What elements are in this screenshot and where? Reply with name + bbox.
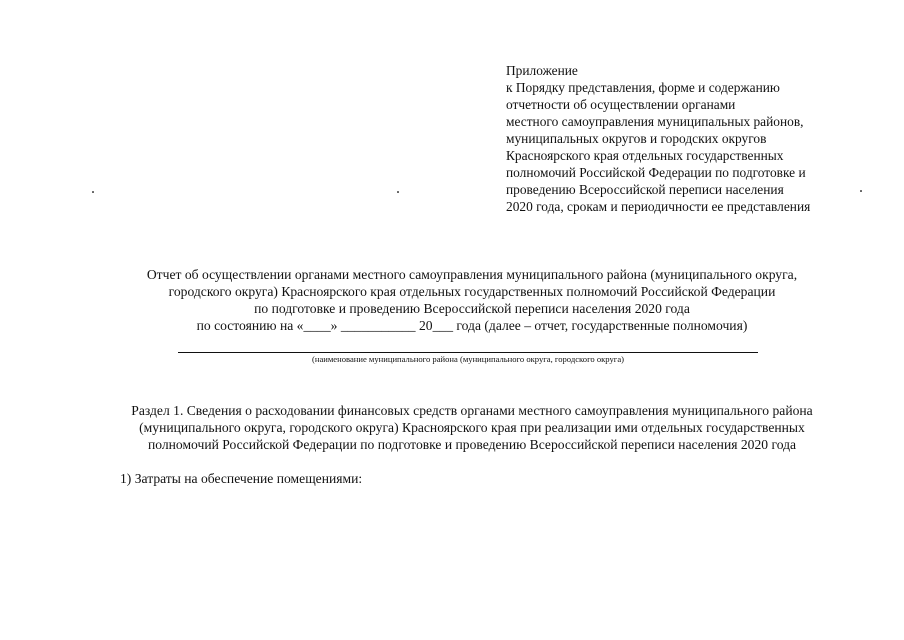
scan-speck [92, 191, 94, 193]
appendix-line: проведению Всероссийской переписи населения [506, 182, 784, 197]
appendix-line: Красноярского края отдельных государственных [506, 148, 784, 163]
appendix-line: местного самоуправления муниципальных районов, [506, 114, 804, 129]
report-title-line: по подготовке и проведению Всероссийской переписи населения 2020 года [254, 301, 690, 316]
report-title-line: городского округа) Красноярского края отдельных государственных полномочий Российской Федерации [168, 284, 776, 299]
appendix-line: к Порядку представления, форме и содержанию [506, 80, 780, 95]
appendix-line: Приложение [506, 63, 578, 78]
municipality-name-underline [178, 352, 758, 353]
item-premises-costs: 1) Затраты на обеспечение помещениями: [120, 471, 363, 486]
municipality-name-caption: (наименование муниципального района (муниципального округа, городского округа) [311, 354, 624, 364]
section-1-heading [30, 402, 904, 453]
section-1-heading-line: полномочий Российской Федерации по подготовке и проведению Всероссийской переписи населения 2020 года [147, 437, 797, 452]
appendix-line: муниципальных округов и городских округов [506, 131, 767, 146]
report-title [40, 266, 904, 334]
section-1-heading-line: (муниципального округа, городского округа) Красноярского края при реализации ими отдельных государственных [139, 420, 805, 435]
scan-speck [397, 191, 399, 193]
appendix-block [506, 62, 866, 215]
appendix-line: полномочий Российской Федерации по подготовке и [506, 165, 806, 180]
appendix-line: отчетности об осуществлении органами [506, 97, 736, 112]
report-title-line: Отчет об осуществлении органами местного самоуправления муниципального района (муниципального округа, [146, 267, 798, 282]
report-date-line: по состоянию на «____» ___________ 20___ года (далее – отчет, государственные полномочия) [196, 318, 748, 333]
appendix-line: 2020 года, срокам и периодичности ее представления [506, 199, 811, 214]
section-1-heading-line: Раздел 1. Сведения о расходовании финансовых средств органами местного самоуправления муниципального района [131, 403, 813, 418]
